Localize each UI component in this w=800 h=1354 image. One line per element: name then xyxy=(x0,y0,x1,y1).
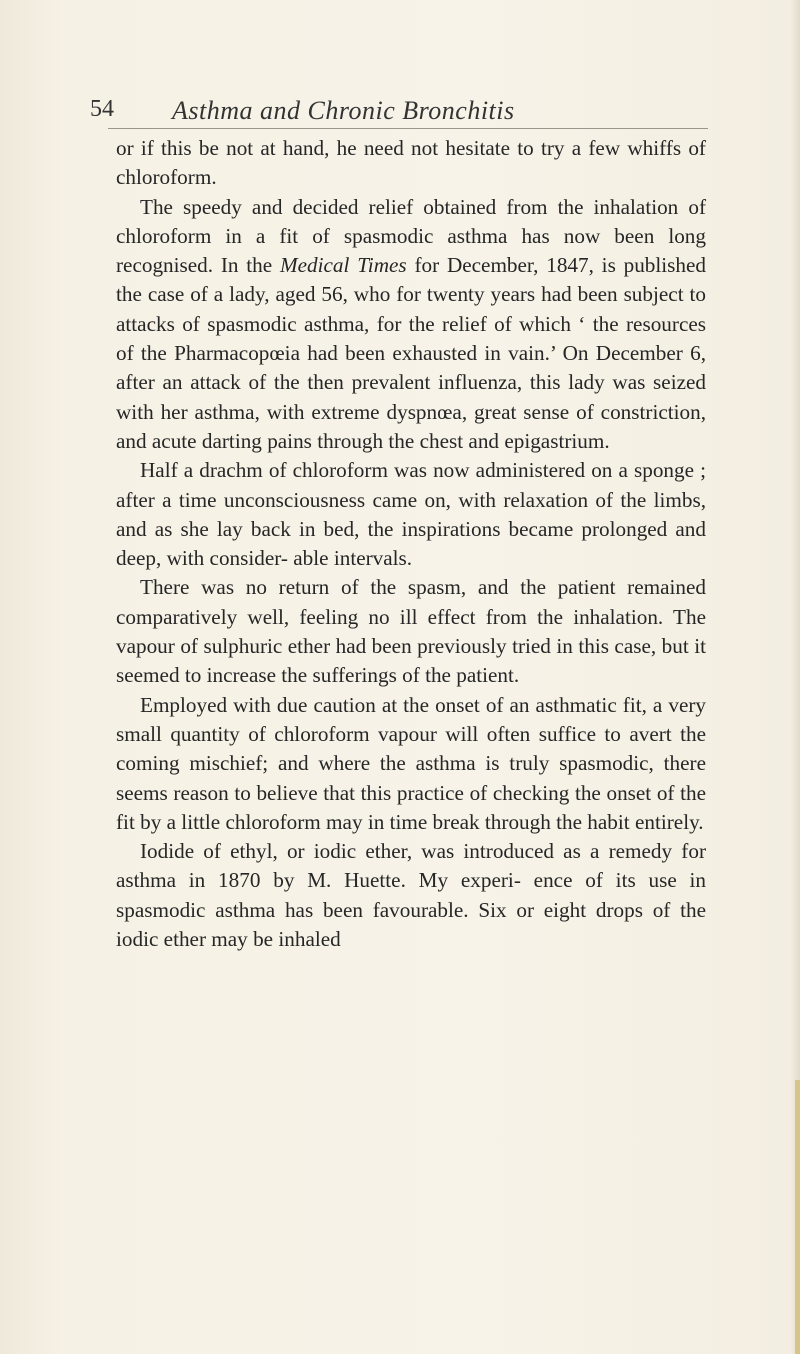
page-header xyxy=(90,88,730,132)
paragraph-4: There was no return of the spasm, and the patient remained comparatively well, feeling no ill effect from the inhalation. The vapour of sulphuric ether had been previously tried in this case, but it seemed to increase the sufferings of the patient. xyxy=(116,575,706,688)
paragraph-6: Iodide of ethyl, or iodic ether, was introduced as a remedy for asthma in 1870 by M. Huette. My experi- ence of its use in spasmodic asthma has been favourable. Six or eight drops of the iodic ether may be inhaled xyxy=(116,839,706,952)
header-rule xyxy=(108,128,708,129)
paragraph-2 xyxy=(116,193,706,457)
paragraph-2-part-1: The speedy and decided relief obtained from the inhalation of chloroform in a fit of spasmodic asthma has now been long recognised. In the xyxy=(116,194,706,278)
paragraph-5: Employed with due caution at the onset of an asthmatic fit, a very small quantity of chloroform vapour will often suffice to avert the coming mischief; and where the asthma is truly spasmodic, there seems reason to believe that this practice of checking the onset of the fit by a little chloroform may in time break through the habit entirely. xyxy=(116,692,706,834)
paragraph-3: Half a drachm of chloroform was now administered on a sponge ; after a time unconsciousness came on, with relaxation of the limbs, and as she lay back in bed, the inspirations became prolonged and deep, with consider- able intervals. xyxy=(116,458,706,571)
page-number: 54 xyxy=(90,96,114,122)
running-title: Asthma and Chronic Bronchitis xyxy=(172,96,515,125)
page-edge-strip xyxy=(795,1080,800,1354)
paragraph-2-part-2: for December, 1847, is published the case of a lady, aged 56, who for twenty years had been subject to attacks of spasmodic asthma, for the relief of which ‘ the resources of the Pharmacopœia had been exhausted in vain.’ On December 6, after an attack of the then prevalent influenza, this lady was seized with her asthma, with extreme dyspnœa, great sense of constriction, and acute darting pains through the chest and epigastrium. xyxy=(116,253,707,453)
journal-title: Medical Times xyxy=(279,253,407,278)
paragraph-1: or if this be not at hand, he need not hesitate to try a few whiffs of chloroform. xyxy=(116,136,706,190)
body-text xyxy=(116,134,706,954)
